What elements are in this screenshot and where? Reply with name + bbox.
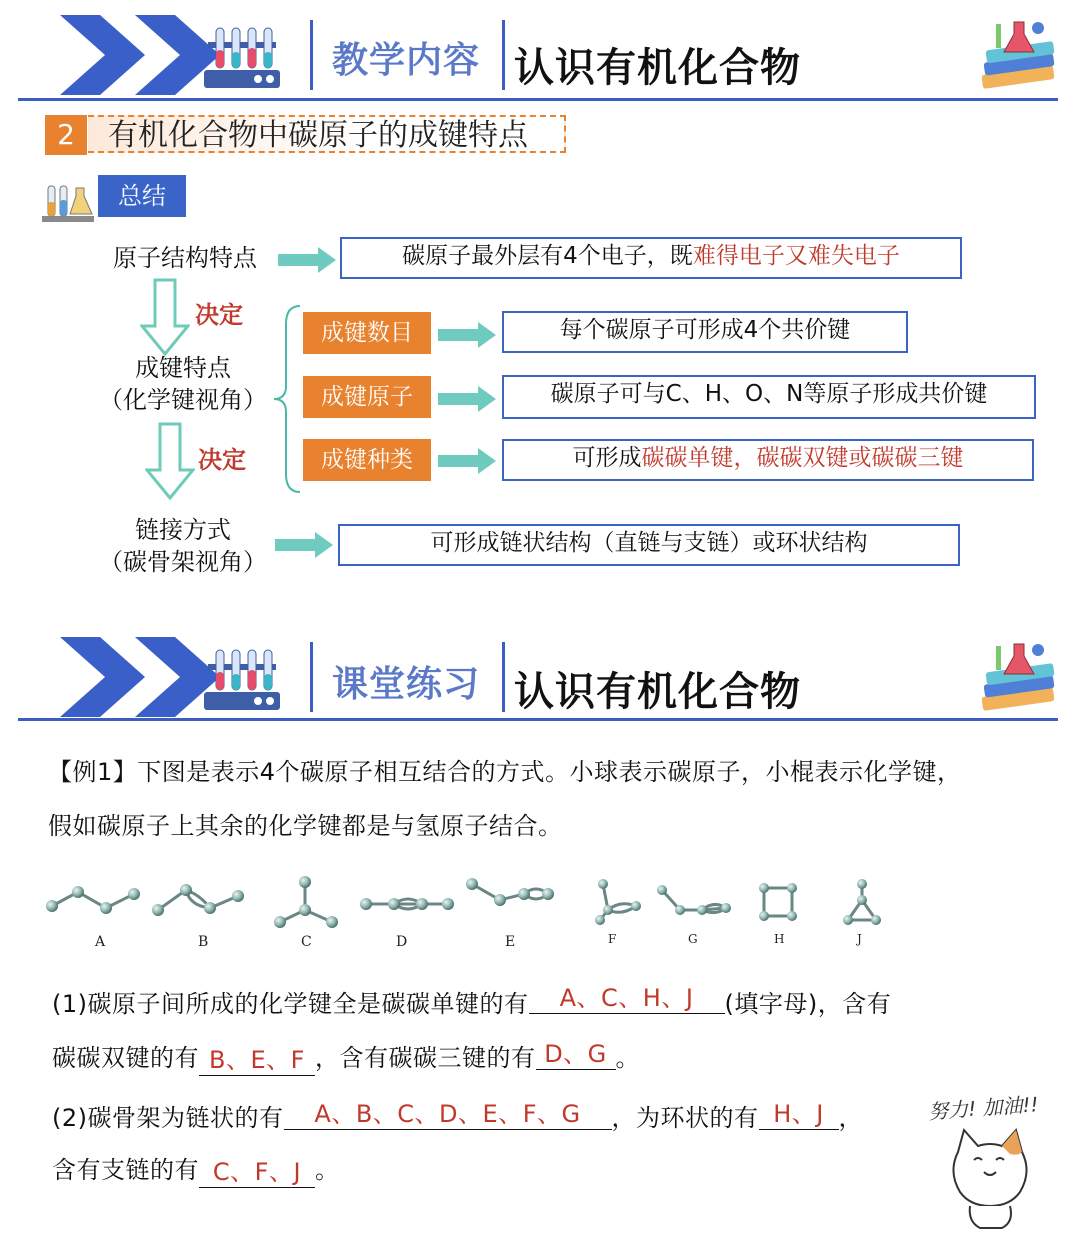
- header-right-title: 认识有机化合物: [514, 669, 801, 715]
- right-arrow-icon: [438, 446, 498, 476]
- lab-equipment-icon: [40, 178, 96, 224]
- box-electron: [340, 237, 962, 279]
- bond-feature-line2: （化学键视角）: [99, 386, 267, 414]
- decide-label: 决定: [198, 446, 246, 474]
- tag-bond-type: 成键种类: [303, 439, 431, 481]
- q2-text-e: 。: [315, 1156, 340, 1184]
- summary-tag: 总结: [98, 175, 186, 217]
- header-underline: [18, 98, 1058, 101]
- q1-text-d: ，含有碳碳三键的有: [315, 1044, 536, 1072]
- molecule-models: [40, 870, 1040, 960]
- header-underline: [18, 718, 1058, 721]
- decide-label: 决定: [195, 301, 243, 329]
- right-arrow-icon: [438, 384, 498, 414]
- q2-text-b: ，为环状的有: [611, 1104, 759, 1132]
- header-banner-1: [0, 0, 1080, 110]
- header-right-title: 认识有机化合物: [514, 45, 801, 91]
- section-title: 有机化合物中碳原子的成键特点: [88, 115, 566, 153]
- q1-text-e: 。: [615, 1044, 640, 1072]
- brace-icon: [272, 304, 302, 494]
- question1-line2: [52, 1038, 640, 1074]
- molecule-label-f: F: [608, 932, 617, 946]
- example-line2: 假如碳原子上其余的化学键都是与氢原子结合。: [48, 812, 563, 840]
- books-flask-icon: [978, 18, 1063, 98]
- header-divider: [310, 642, 313, 712]
- question2-line2: [52, 1150, 340, 1186]
- q2-answer-ring: H、J: [759, 1094, 839, 1130]
- box-electron-text: 碳原子最外层有4个电子，既: [402, 243, 693, 269]
- example-line1: 【例1】下图是表示4个碳原子相互结合的方式。小球表示碳原子，小棍表示化学键，: [48, 758, 962, 786]
- molecule-label-g: G: [688, 932, 698, 946]
- header-banner-2: [0, 622, 1080, 732]
- down-arrow-icon: [145, 422, 195, 502]
- box-bond-count: 每个碳原子可形成4个共价键: [502, 311, 908, 353]
- right-arrow-icon: [278, 245, 338, 275]
- question1-line1: [52, 984, 891, 1020]
- q1-answer-triple-bond: D、G: [536, 1034, 616, 1070]
- q2-text-a: (2)碳骨架为链状的有: [52, 1104, 284, 1132]
- tag-bond-count: 成键数目: [303, 312, 431, 354]
- molecule-label-d: D: [396, 934, 408, 950]
- molecule-label-b: B: [198, 934, 209, 950]
- link-method-line2: （碳骨架视角）: [99, 548, 267, 576]
- q1-answer-double-bond: B、E、F: [199, 1040, 315, 1076]
- q2-answer-chain: A、B、C、D、E、F、G: [284, 1094, 612, 1130]
- header-divider: [310, 20, 313, 90]
- q1-answer-single-bond: A、C、H、J: [529, 978, 725, 1014]
- molecule-label-c: C: [301, 934, 312, 950]
- q2-text-c: ，: [838, 1104, 863, 1132]
- question2-line1: [52, 1098, 863, 1134]
- molecule-label-e: E: [505, 934, 516, 950]
- link-method-label: [88, 514, 278, 578]
- q2-answer-branch: C、F、J: [199, 1152, 315, 1188]
- header-divider: [502, 642, 505, 712]
- tag-bond-atom: 成键原子: [303, 376, 431, 418]
- cartoon-caption: 努力! 加油!!: [927, 1092, 1040, 1124]
- section-number: 2: [45, 115, 87, 155]
- link-method-line1: 链接方式: [135, 516, 231, 544]
- box-link-method: 可形成链状结构（直链与支链）或环状结构: [338, 524, 960, 566]
- header-divider: [502, 20, 505, 90]
- header-left-title: 教学内容: [332, 40, 481, 81]
- atom-structure-label: 原子结构特点: [113, 244, 257, 272]
- right-arrow-icon: [438, 320, 498, 350]
- q1-text-b: (填字母)，含有: [724, 990, 892, 1018]
- box-bond-type-text: 可形成: [572, 445, 642, 471]
- q1-text-a: (1)碳原子间所成的化学键全是碳碳单键的有: [52, 990, 529, 1018]
- down-arrow-icon: [140, 278, 190, 358]
- bond-feature-label: [78, 352, 288, 416]
- box-bond-atom: 碳原子可与C、H、O、N等原子形成共价键: [502, 375, 1036, 419]
- molecule-label-j: J: [857, 932, 862, 946]
- box-bond-type: [502, 439, 1034, 481]
- q2-text-d: 含有支链的有: [52, 1156, 199, 1184]
- test-tube-rack-icon: [202, 644, 282, 714]
- right-arrow-icon: [275, 530, 335, 560]
- cartoon-cat-icon: [940, 1122, 1040, 1232]
- box-bond-type-highlight: 碳碳单键，碳碳双键或碳碳三键: [641, 445, 964, 471]
- header-left-title: 课堂练习: [332, 664, 481, 705]
- molecule-label-h: H: [774, 932, 785, 946]
- q1-text-c: 碳碳双键的有: [52, 1044, 199, 1072]
- bond-feature-line1: 成键特点: [135, 354, 231, 382]
- test-tube-rack-icon: [202, 22, 282, 92]
- books-flask-icon: [978, 640, 1063, 720]
- molecule-label-a: A: [95, 934, 106, 950]
- box-electron-highlight: 难得电子又难失电子: [692, 243, 900, 269]
